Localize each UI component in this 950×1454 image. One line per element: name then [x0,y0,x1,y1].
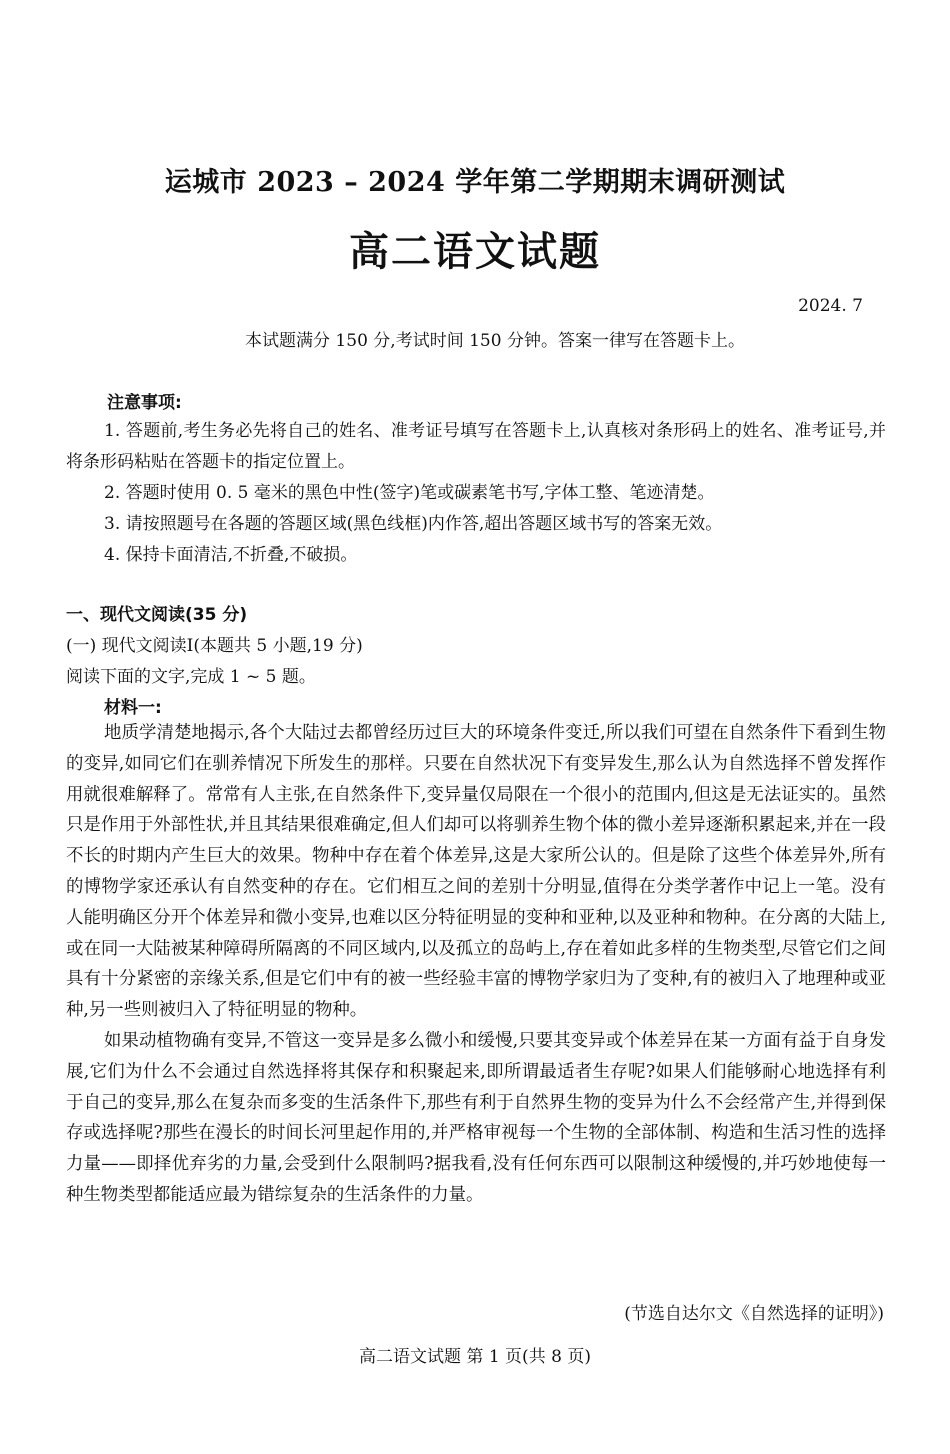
passage-paragraph: 如果动植物确有变异,不管这一变异是多么微小和缓慢,只要其变异或个体差异在某一方面有益于自身发展,它们为什么不会通过自然选择将其保存和积聚起来,即所谓最适者生存呢?如果人们能够耐心地选择有利于自己的变异,那么在复杂而多变的生活条件下,那些有利于自然界生物的变异为什么不会经常产生,并得到保存或选择呢?那些在漫长的时间长河里起作用的,并严格审视每一个生物的全部体制、构造和生活习性的选择力量——即择优弃劣的力量,会受到什么限制吗?据我看,没有任何东西可以限制这种缓慢的,并巧妙地使每一种生物类型都能适应最为错综复杂的生活条件的力量。 [66,1030,886,1205]
exam-date: 2024. 7 [798,296,863,316]
notice-item: 2. 答题时使用 0. 5 毫米的黑色中性(签字)笔或碳素笔书写,字体工整、笔迹清楚。 [104,483,715,503]
reading-passage [66,718,886,1211]
passage-paragraph: 地质学清楚地揭示,各个大陆过去都曾经历过巨大的环境条件变迁,所以我们可望在自然条件下看到生物的变异,如同它们在驯养情况下所发生的那样。只要在自然状况下有变异发生,那么认为自然选择不曾发挥作用就很难解释了。常常有人主张,在自然条件下,变异量仅局限在一个很小的范围内,但这是无法证实的。虽然只是作用于外部性状,并且其结果很难确定,但人们却可以将驯养生物个体的微小差异逐渐积累起来,并在一段不长的时期内产生巨大的效果。物种中存在着个体差异,这是大家所公认的。但是除了这些个体差异外,所有的博物学家还承认有自然变种的存在。它们相互之间的差别十分明显,值得在分类学著作中记上一笔。没有人能明确区分开个体差异和微小变异,也难以区分特征明显的变种和亚种,以及亚种和物种。在分离的大陆上,或在同一大陆被某种障碍所隔离的不同区域内,以及孤立的岛屿上,存在着如此多样的生物类型,尽管它们之间具有十分紧密的亲缘关系,但是它们中有的被一些经验丰富的博物学家归为了变种,有的被归入了地理种或亚种,另一些则被归入了特征明显的物种。 [66,723,886,1021]
exam-title: 运城市 2023 – 2024 学年第二学期期末调研测试 [164,167,786,198]
material-label: 材料一: [104,698,162,718]
section-heading: 一、现代文阅读(35 分) [66,605,248,625]
notice-item: 1. 答题前,考生务必先将自己的姓名、准考证号填写在答题卡上,认真核对条形码上的姓名、准考证号,并将条形码粘贴在答题卡的指定位置上。 [66,421,886,472]
reading-instruction: 阅读下面的文字,完成 1 ~ 5 题。 [66,667,316,687]
passage-source: (节选自达尔文《自然选择的证明》) [624,1304,884,1324]
notice-item: 4. 保持卡面清洁,不折叠,不破损。 [104,545,358,565]
notice-list [66,416,886,571]
exam-intro: 本试题满分 150 分,考试时间 150 分钟。答案一律写在答题卡上。 [245,331,745,351]
notice-item: 3. 请按照题号在各题的答题区域(黑色线框)内作答,超出答题区域书写的答案无效。 [104,514,723,534]
subject-title: 高二语文试题 [349,228,601,275]
subsection-heading: (一) 现代文阅读Ⅰ(本题共 5 小题,19 分) [66,636,363,656]
page-footer: 高二语文试题 第 1 页(共 8 页) [359,1347,591,1367]
notice-heading: 注意事项: [107,393,182,413]
